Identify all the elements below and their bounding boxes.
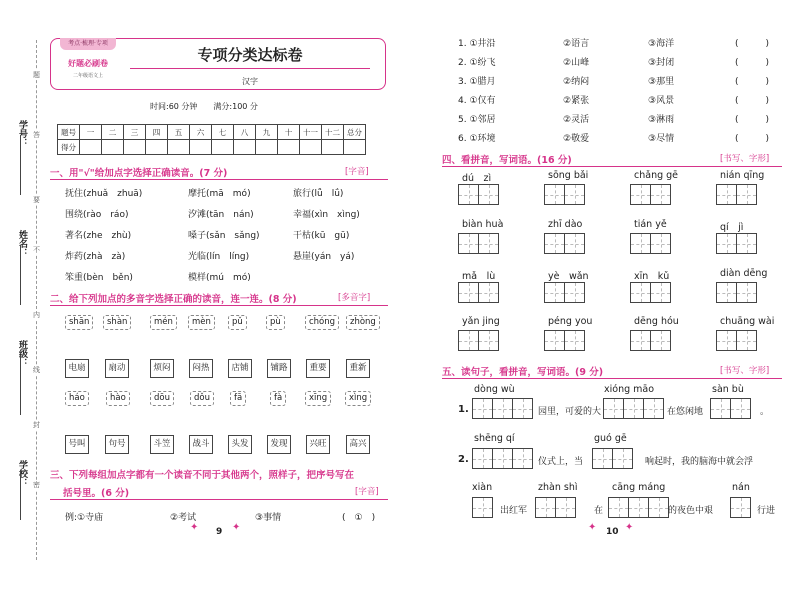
- pinyin-prompt: guó gē: [594, 433, 627, 444]
- word-option[interactable]: 闷热: [189, 359, 213, 378]
- score-cell: 二: [102, 125, 124, 140]
- word-option[interactable]: 高兴: [346, 435, 370, 454]
- reading-item[interactable]: 嗓子(sǎn sǎng): [188, 231, 260, 241]
- char-cell[interactable]: [736, 330, 757, 351]
- score-input[interactable]: [300, 140, 322, 155]
- char-cell[interactable]: [736, 282, 757, 303]
- answer-blank[interactable]: ( ): [735, 77, 770, 87]
- score-input[interactable]: [344, 140, 366, 155]
- palm-icon: ✦: [190, 522, 199, 533]
- pinyin-prompt: zhī dào: [548, 219, 583, 230]
- pinyin-prompt: qí jì: [720, 222, 744, 233]
- example-item: ②考试: [170, 513, 197, 523]
- class-label: 班级：: [17, 340, 27, 367]
- section-1-tag: [字音]: [345, 167, 369, 177]
- pinyin-option[interactable]: pù: [266, 315, 285, 330]
- pinyin-prompt: yè wǎn: [548, 271, 589, 282]
- pinyin-prompt: xīn kǔ: [634, 271, 670, 282]
- pinyin-prompt: biàn huà: [462, 219, 504, 230]
- pinyin-option[interactable]: chóng: [305, 315, 339, 330]
- pinyin-prompt: dú zì: [462, 173, 492, 184]
- school-label: 学校：: [17, 460, 27, 487]
- choice-item: ②纳闷: [563, 77, 590, 87]
- palm-icon: ✦: [232, 522, 241, 533]
- char-cell[interactable]: [544, 233, 565, 254]
- sentence-text: 行进: [757, 506, 776, 516]
- reading-item[interactable]: 著名(zhe zhù): [65, 231, 132, 241]
- score-input[interactable]: [168, 140, 190, 155]
- reading-item[interactable]: 围绕(rào ráo): [65, 210, 129, 220]
- score-cell: 题号: [58, 125, 80, 140]
- example-answer: ( ① ): [342, 513, 376, 523]
- pinyin-option[interactable]: fà: [270, 391, 286, 406]
- score-input[interactable]: [234, 140, 256, 155]
- char-cell[interactable]: [544, 282, 565, 303]
- pinyin-option[interactable]: zhòng: [346, 315, 380, 330]
- score-cell: 八: [234, 125, 256, 140]
- word-option[interactable]: 铺路: [267, 359, 291, 378]
- reading-item[interactable]: 摩托(mā mó): [188, 189, 251, 199]
- pinyin-prompt: mǎ lù: [462, 271, 496, 282]
- char-cell[interactable]: [472, 497, 493, 518]
- name-label: 姓名：: [17, 230, 27, 257]
- student-id-label: 学号：: [17, 120, 27, 147]
- reading-item[interactable]: 笨重(bèn běn): [65, 273, 133, 283]
- choice-item: ②敬爱: [563, 134, 590, 144]
- pinyin-prompt: sōng bǎi: [548, 170, 589, 181]
- choice-item: ③封闭: [648, 58, 675, 68]
- reading-item[interactable]: 干枯(kū gū): [293, 231, 350, 241]
- char-cell[interactable]: [512, 398, 533, 419]
- char-cell[interactable]: [458, 330, 479, 351]
- score-value-row: [58, 140, 366, 155]
- reading-item[interactable]: 光临(lín líng): [188, 252, 250, 262]
- score-cell: 五: [168, 125, 190, 140]
- score-cell: 四: [146, 125, 168, 140]
- section-1-title: 一、用"√"给加点字选择正确读音。(7 分): [50, 168, 228, 179]
- answer-blank[interactable]: ( ): [735, 134, 770, 144]
- sentence-text: 在悠闲地: [667, 407, 704, 417]
- score-input[interactable]: [322, 140, 344, 155]
- score-cell: 一: [80, 125, 102, 140]
- char-cell[interactable]: [716, 233, 737, 254]
- pinyin-prompt: nán: [732, 482, 750, 493]
- reading-item[interactable]: 炸药(zhà zà): [65, 252, 126, 262]
- score-input[interactable]: [124, 140, 146, 155]
- word-option[interactable]: 号叫: [65, 435, 89, 454]
- char-cell[interactable]: [648, 497, 669, 518]
- name-blank[interactable]: [20, 245, 21, 305]
- word-option[interactable]: 烦闷: [150, 359, 174, 378]
- example-item: ③事情: [255, 513, 282, 523]
- score-cell: 总分: [344, 125, 366, 140]
- section-3-title: 三、下列每组加点字都有一个读音不同于其他两个，照样子，把序号写在: [50, 470, 355, 481]
- section-3-rule: [50, 499, 388, 500]
- char-cell[interactable]: [535, 497, 556, 518]
- pinyin-prompt: xiàn: [472, 482, 493, 493]
- fold-char: 要: [33, 196, 40, 204]
- pinyin-prompt: dēng hóu: [634, 316, 679, 327]
- score-cell: 七: [212, 125, 234, 140]
- fold-char: 不: [33, 246, 40, 254]
- sentence-text: 响起时，我的脑海中就会浮: [645, 457, 754, 467]
- score-cell: 得分: [58, 140, 80, 155]
- choice-item: 1. ①井沿: [458, 39, 496, 49]
- char-cell[interactable]: [478, 184, 499, 205]
- score-cell: 十二: [322, 125, 344, 140]
- section-1-rule: [50, 179, 388, 180]
- pinyin-prompt: nián qīng: [720, 170, 765, 181]
- student-id-blank[interactable]: [20, 135, 21, 195]
- section-5-tag: [书写、字形]: [720, 366, 770, 376]
- char-cell[interactable]: [630, 330, 651, 351]
- char-cell[interactable]: [716, 184, 737, 205]
- choice-item: 6. ①环境: [458, 134, 496, 144]
- pinyin-option[interactable]: háo: [65, 391, 89, 406]
- palm-icon: ✦: [625, 522, 634, 533]
- pinyin-prompt: chǎng gē: [634, 170, 679, 181]
- char-cell[interactable]: [612, 448, 633, 469]
- fold-char: 密: [33, 481, 40, 489]
- word-option[interactable]: 句号: [105, 435, 129, 454]
- fold-char: 答: [33, 131, 40, 139]
- pinyin-prompt: tián yě: [634, 219, 667, 230]
- header-subject: 汉字: [242, 77, 258, 86]
- choice-item: ②紧张: [563, 96, 590, 106]
- char-cell[interactable]: [643, 398, 664, 419]
- word-option[interactable]: 电扇: [65, 359, 89, 378]
- palm-icon: ✦: [588, 522, 597, 533]
- choice-item: ③风景: [648, 96, 675, 106]
- word-option[interactable]: 战斗: [189, 435, 213, 454]
- char-cell[interactable]: [478, 233, 499, 254]
- pinyin-option[interactable]: hào: [106, 391, 130, 406]
- pinyin-option[interactable]: mén: [150, 315, 177, 330]
- char-cell[interactable]: [492, 448, 513, 469]
- score-cell: 十: [278, 125, 300, 140]
- char-cell[interactable]: [564, 330, 585, 351]
- pinyin-prompt: xióng māo: [604, 384, 655, 395]
- char-cell[interactable]: [650, 184, 671, 205]
- choice-item: 5. ①邻居: [458, 115, 496, 125]
- section-3-title-cont: 括号里。(6 分): [63, 488, 130, 499]
- time-score-info: 时间:60 分钟 满分:100 分: [150, 102, 258, 111]
- score-header-row: [58, 125, 366, 140]
- pinyin-option[interactable]: mèn: [188, 315, 215, 330]
- header-tab: 考点·梳理·专项: [60, 38, 116, 50]
- choice-item: ②灵活: [563, 115, 590, 125]
- choice-item: ②山峰: [563, 58, 590, 68]
- char-cell[interactable]: [736, 184, 757, 205]
- pinyin-option[interactable]: dǒu: [190, 391, 214, 406]
- choice-item: ③淋雨: [648, 115, 675, 125]
- char-cell[interactable]: [564, 282, 585, 303]
- section-3-tag: [字音]: [355, 487, 379, 497]
- score-input[interactable]: [278, 140, 300, 155]
- pinyin-prompt: cāng máng: [612, 482, 666, 493]
- answer-blank[interactable]: ( ): [735, 115, 770, 125]
- score-input[interactable]: [102, 140, 124, 155]
- header-tag: 好题必刷卷: [68, 59, 108, 68]
- pinyin-prompt: péng you: [548, 316, 593, 327]
- reading-item[interactable]: 汐滩(tān nán): [188, 210, 254, 220]
- char-cell[interactable]: [603, 398, 624, 419]
- char-cell[interactable]: [458, 282, 479, 303]
- char-cell[interactable]: [630, 282, 651, 303]
- char-cell[interactable]: [458, 233, 479, 254]
- class-blank[interactable]: [20, 355, 21, 415]
- score-cell: 九: [256, 125, 278, 140]
- char-cell[interactable]: [650, 330, 671, 351]
- example-item: 例:①寺庙: [65, 513, 104, 523]
- char-cell[interactable]: [630, 184, 651, 205]
- char-cell[interactable]: [716, 282, 737, 303]
- reading-item[interactable]: 旅行(lǚ lǘ): [293, 189, 344, 199]
- word-option[interactable]: 扇动: [105, 359, 129, 378]
- word-option[interactable]: 重新: [346, 359, 370, 378]
- choice-item: ③那里: [648, 77, 675, 87]
- char-cell[interactable]: [630, 233, 651, 254]
- score-input[interactable]: [256, 140, 278, 155]
- choice-item: 4. ①仅有: [458, 96, 496, 106]
- score-cell: 六: [190, 125, 212, 140]
- section-4-tag: [书写、字形]: [720, 154, 770, 164]
- sentence-text: 出红军: [500, 506, 528, 516]
- char-cell[interactable]: [544, 184, 565, 205]
- header-divider: [130, 68, 370, 69]
- char-cell[interactable]: [650, 233, 671, 254]
- word-option[interactable]: 店铺: [228, 359, 252, 378]
- sentence-number: 1.: [458, 404, 469, 415]
- answer-blank[interactable]: ( ): [735, 96, 770, 106]
- fold-char: 封: [33, 421, 40, 429]
- char-cell[interactable]: [730, 497, 751, 518]
- char-cell[interactable]: [458, 184, 479, 205]
- char-cell[interactable]: [544, 330, 565, 351]
- pinyin-prompt: shēng qí: [474, 433, 515, 444]
- choice-item: 2. ①纷飞: [458, 58, 496, 68]
- sentence-text: 在: [594, 506, 604, 516]
- char-cell[interactable]: [564, 233, 585, 254]
- sentence-text: 园里，可爱的大: [538, 407, 602, 417]
- section-2-tag: [多音字]: [338, 293, 371, 303]
- score-input[interactable]: [146, 140, 168, 155]
- word-option[interactable]: 头发: [228, 435, 252, 454]
- reading-item[interactable]: 幸福(xìn xìng): [293, 210, 360, 220]
- char-cell[interactable]: [716, 330, 737, 351]
- pinyin-prompt: yǎn jing: [462, 316, 500, 327]
- word-option[interactable]: 兴旺: [306, 435, 330, 454]
- char-cell[interactable]: [628, 497, 649, 518]
- answer-blank[interactable]: ( ): [735, 39, 770, 49]
- pinyin-prompt: dòng wù: [474, 384, 515, 395]
- pinyin-prompt: chuāng wài: [720, 316, 775, 327]
- sentence-text: 仪式上，当: [538, 457, 584, 467]
- reading-item[interactable]: 抚住(zhuǎ zhuā): [65, 189, 143, 199]
- char-cell[interactable]: [472, 448, 493, 469]
- fold-char: 题: [33, 71, 40, 79]
- school-blank[interactable]: [20, 470, 21, 520]
- score-input[interactable]: [190, 140, 212, 155]
- word-option[interactable]: 重要: [306, 359, 330, 378]
- char-cell[interactable]: [492, 398, 513, 419]
- page-number-right: 10: [606, 527, 619, 537]
- pinyin-prompt: zhàn shì: [538, 482, 578, 493]
- section-2-rule: [50, 305, 388, 306]
- pinyin-prompt: diàn dēng: [720, 268, 768, 279]
- sentence-number: 2.: [458, 454, 469, 465]
- char-cell[interactable]: [592, 448, 613, 469]
- choice-item: 3. ①腊月: [458, 77, 496, 87]
- header-grade: 二年级语文上: [72, 73, 103, 79]
- char-cell[interactable]: [736, 233, 757, 254]
- answer-blank[interactable]: ( ): [735, 58, 770, 68]
- word-option[interactable]: 发现: [267, 435, 291, 454]
- pinyin-option[interactable]: fā: [230, 391, 246, 406]
- char-cell[interactable]: [608, 497, 629, 518]
- char-cell[interactable]: [478, 330, 499, 351]
- pinyin-option[interactable]: shàn: [103, 315, 131, 330]
- pinyin-option[interactable]: shān: [65, 315, 93, 330]
- char-cell[interactable]: [564, 184, 585, 205]
- char-cell[interactable]: [650, 282, 671, 303]
- score-input[interactable]: [212, 140, 234, 155]
- sentence-text: 。: [760, 407, 770, 417]
- choice-item: ②语言: [563, 39, 590, 49]
- char-cell[interactable]: [478, 282, 499, 303]
- pinyin-option[interactable]: xīng: [305, 391, 331, 406]
- pinyin-prompt: sàn bù: [712, 384, 744, 395]
- reading-item[interactable]: 模样(mú mó): [188, 273, 251, 283]
- char-cell[interactable]: [512, 448, 533, 469]
- pinyin-option[interactable]: dōu: [150, 391, 174, 406]
- fold-char: 内: [33, 311, 40, 319]
- sentence-text: 的夜色中艰: [668, 506, 714, 516]
- section-2-title: 二、给下列加点的多音字选择正确的读音，连一连。(8 分): [50, 294, 297, 305]
- score-cell: 十一: [300, 125, 322, 140]
- fold-char: 线: [33, 366, 40, 374]
- word-option[interactable]: 斗笠: [150, 435, 174, 454]
- section-5-rule: [442, 378, 782, 379]
- choice-item: ③尽情: [648, 134, 675, 144]
- char-cell[interactable]: [472, 398, 493, 419]
- pinyin-option[interactable]: pǔ: [228, 315, 247, 330]
- pinyin-option[interactable]: xìng: [345, 391, 371, 406]
- char-cell[interactable]: [710, 398, 731, 419]
- char-cell[interactable]: [555, 497, 576, 518]
- section-4-rule: [442, 166, 782, 167]
- score-input[interactable]: [80, 140, 102, 155]
- choice-item: ③海洋: [648, 39, 675, 49]
- reading-item[interactable]: 悬崖(yán yá): [293, 252, 355, 262]
- page-title: 专项分类达标卷: [197, 46, 303, 64]
- score-table: [57, 124, 366, 155]
- score-cell: 三: [124, 125, 146, 140]
- section-5-title: 五、读句子，看拼音，写词语。(9 分): [442, 367, 604, 378]
- char-cell[interactable]: [730, 398, 751, 419]
- char-cell[interactable]: [623, 398, 644, 419]
- page-number-left: 9: [216, 527, 223, 537]
- section-4-title: 四、看拼音，写词语。(16 分): [442, 155, 572, 166]
